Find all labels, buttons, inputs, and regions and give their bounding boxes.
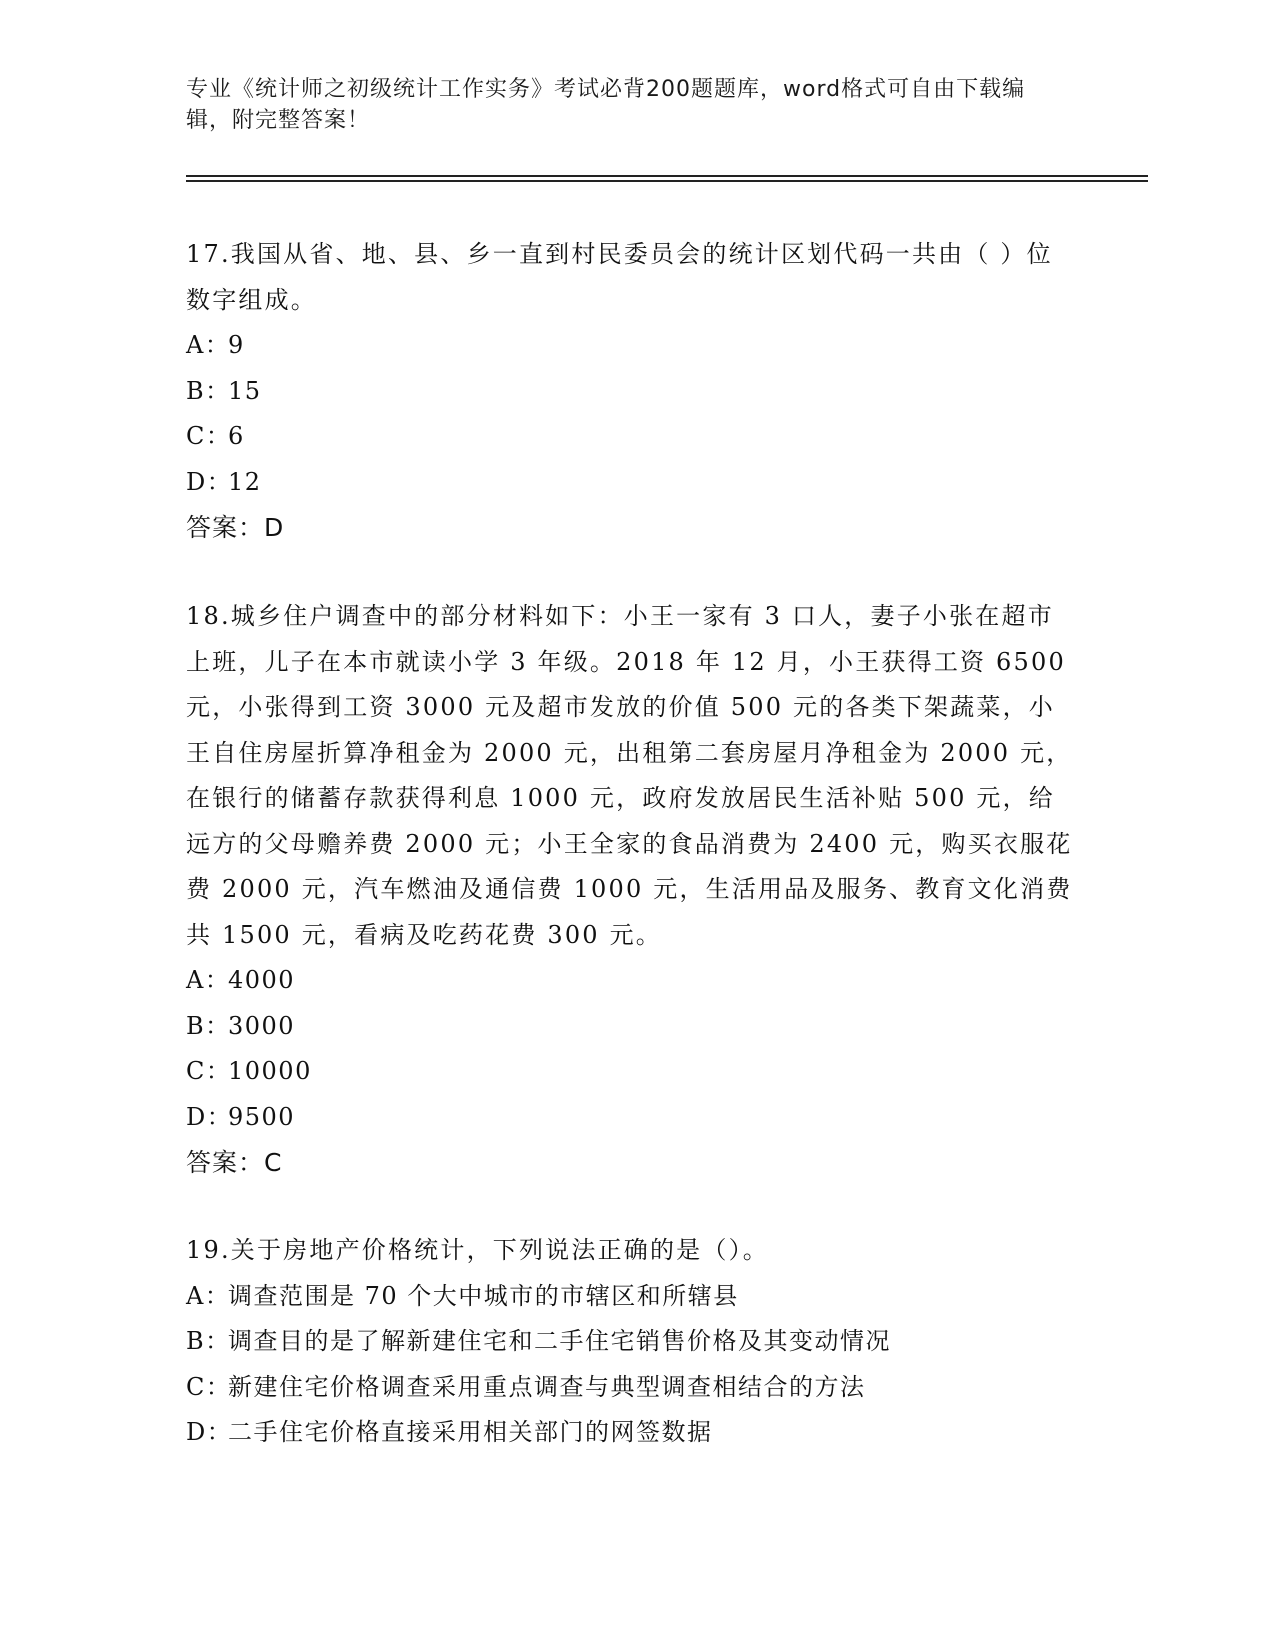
option-text: 12 <box>228 467 262 496</box>
option-key: A： <box>186 1281 231 1310</box>
option-key: C： <box>186 422 232 450</box>
option-key: B： <box>186 1011 231 1040</box>
option-key: B： <box>186 376 231 405</box>
option-text: 3000 <box>228 1011 296 1040</box>
option-c <box>186 1365 1076 1411</box>
option-key: D： <box>186 467 233 496</box>
option-c <box>186 414 1076 460</box>
option-a <box>186 323 1076 369</box>
option-text: 9 <box>228 331 245 359</box>
question-stem: 18.城乡住户调查中的部分材料如下：小王一家有 3 口人，妻子小张在超市上班，儿子在本市就读小学 3 年级。2018 年 12 月，小王获得工资 6500 元，小张得到工资 3000 元及超市发放的价值 500 元的各类下架蔬菜，小王自住房屋折算净租金为 2000 元，出租第二套房屋月净租金为 2000 元，在银行的储蓄存款获得利息 1000 元，政府发放居民生活补贴 500 元，给远方的父母赡养费 2000 元；小王全家的食品消费为 2400 元，购买衣服花费 2000 元，汽车燃油及通信费 1000 元，生活用品及服务、教育文化消费共 1500 元，看病及吃药花费 300 元。 <box>186 602 1073 949</box>
option-text: 9500 <box>228 1102 296 1131</box>
option-text: 调查范围是 70 个大中城市的市辖区和所辖县 <box>228 1281 739 1310</box>
option-text: 15 <box>228 376 262 405</box>
question-18 <box>186 594 1076 1186</box>
option-c <box>186 1049 1076 1095</box>
option-d <box>186 1095 1076 1141</box>
option-key: A： <box>186 331 231 359</box>
option-b <box>186 1004 1076 1050</box>
option-b <box>186 369 1076 415</box>
option-a <box>186 958 1076 1004</box>
option-d <box>186 460 1076 506</box>
option-d <box>186 1410 1076 1456</box>
option-b <box>186 1319 1076 1365</box>
question-stem: 17.我国从省、地、县、乡一直到村民委员会的统计区划代码一共由（ ）位数字组成。 <box>186 240 1053 314</box>
header-divider-top <box>186 175 1148 177</box>
option-text: 6 <box>228 422 245 450</box>
option-key: A： <box>186 966 231 994</box>
option-key: B： <box>186 1327 231 1355</box>
answer-line: 答案：D <box>186 513 285 542</box>
option-text: 4000 <box>228 966 296 994</box>
question-19 <box>186 1228 1076 1456</box>
document-header: 专业《统计师之初级统计工作实务》考试必背200题题库，word格式可自由下载编辑，附完整答案！ <box>186 77 1026 133</box>
question-17 <box>186 232 1076 551</box>
option-key: C： <box>186 1057 232 1085</box>
option-a <box>186 1274 1076 1320</box>
option-key: C： <box>186 1372 232 1401</box>
header-divider-bottom <box>186 180 1148 182</box>
question-stem: 19.关于房地产价格统计，下列说法正确的是（）。 <box>186 1236 769 1264</box>
option-text: 10000 <box>228 1057 312 1085</box>
option-text: 二手住宅价格直接采用相关部门的网签数据 <box>228 1418 713 1446</box>
option-text: 调查目的是了解新建住宅和二手住宅销售价格及其变动情况 <box>228 1327 891 1355</box>
option-key: D： <box>186 1418 233 1446</box>
option-key: D： <box>186 1102 233 1131</box>
answer-line: 答案：C <box>186 1148 283 1177</box>
option-text: 新建住宅价格调查采用重点调查与典型调查相结合的方法 <box>228 1372 866 1401</box>
